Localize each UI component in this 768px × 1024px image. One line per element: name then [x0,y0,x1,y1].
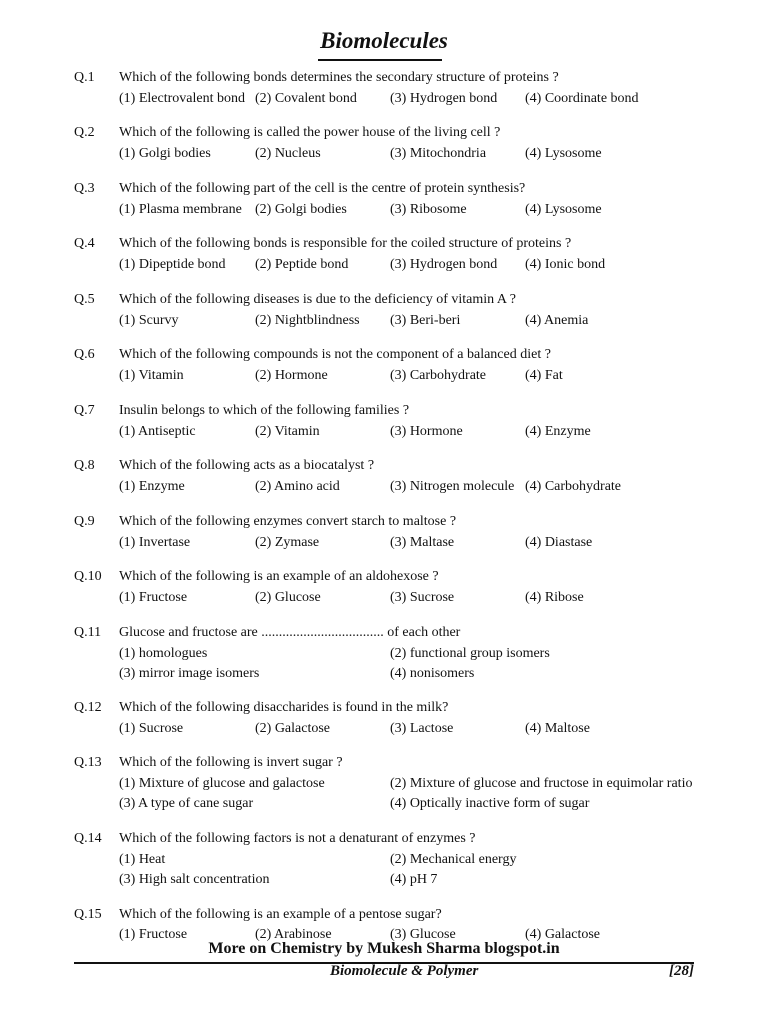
options-row [0,588,768,608]
option: (3) Sucrose [390,590,455,605]
option: (2) Nightblindness [255,313,360,328]
option: (2) Amino acid [255,479,340,494]
question-text: Which of the following part of the cell is the centre of protein synthesis? [119,181,526,196]
question-number: Q.2 [74,125,95,140]
option: (1) homologues [119,646,208,661]
question-text: Which of the following factors is not a denaturant of enzymes ? [119,831,476,846]
question-text: Which of the following enzymes convert starch to maltose ? [119,514,457,529]
option: (2) Glucose [255,590,321,605]
option: (2) Mixture of glucose and fructose in equimolar ratio [390,776,693,791]
option: (3) Lactose [390,721,454,736]
question-number: Q.11 [74,625,102,640]
option: (1) Antiseptic [119,424,196,439]
option: (3) Ribosome [390,202,467,217]
options-row [0,422,768,442]
option: (3) Nitrogen molecule [390,479,515,494]
option: (2) Vitamin [255,424,320,439]
question-number: Q.8 [74,458,95,473]
option: (4) Anemia [525,313,589,328]
option: (2) Nucleus [255,146,321,161]
option: (3) Hydrogen bond [390,257,498,272]
option: (3) Maltase [390,535,455,550]
options-row [0,200,768,220]
options-row [0,311,768,331]
question-text: Insulin belongs to which of the following families ? [119,403,410,418]
question-number: Q.14 [74,831,102,846]
options-row [0,794,768,814]
option: (1) Golgi bodies [119,146,211,161]
option: (1) Plasma membrane [119,202,242,217]
question-text: Which of the following is called the power house of the living cell ? [119,125,501,140]
options-row [0,89,768,109]
option: (4) Ionic bond [525,257,606,272]
question-text: Which of the following compounds is not the component of a balanced diet ? [119,347,551,362]
option: (1) Dipeptide bond [119,257,226,272]
option: (1) Electrovalent bond [119,91,245,106]
option: (2) Galactose [255,721,331,736]
option: (1) Enzyme [119,479,185,494]
option: (4) Fat [525,368,563,383]
option: (4) Coordinate bond [525,91,639,106]
option: (3) Mitochondria [390,146,487,161]
option: (2) Zymase [255,535,320,550]
option: (1) Sucrose [119,721,184,736]
question-number: Q.7 [74,403,95,418]
footer-promo: More on Chemistry by Mukesh Sharma blogspot.in [208,940,560,957]
question-number: Q.1 [74,70,95,85]
option: (4) Galactose [525,927,601,942]
question-number: Q.12 [74,700,102,715]
question-number: Q.13 [74,755,102,770]
question-text: Glucose and fructose are ................................... of each other [119,625,461,640]
option: (1) Vitamin [119,368,184,383]
page-title: Biomolecules [320,28,448,53]
option: (4) nonisomers [390,666,475,681]
options-row [0,644,768,664]
question-number: Q.3 [74,181,95,196]
option: (2) Golgi bodies [255,202,347,217]
question-number: Q.10 [74,569,102,584]
option: (3) Hydrogen bond [390,91,498,106]
question-text: Which of the following is an example of a pentose sugar? [119,907,442,922]
question-number: Q.5 [74,292,95,307]
options-row [0,144,768,164]
question-text: Which of the following acts as a biocatalyst ? [119,458,375,473]
option: (4) Carbohydrate [525,479,622,494]
option: (2) Peptide bond [255,257,349,272]
option: (4) Lysosome [525,146,602,161]
option: (3) Carbohydrate [390,368,487,383]
option: (1) Heat [119,852,166,867]
option: (2) functional group isomers [390,646,550,661]
option: (2) Covalent bond [255,91,357,106]
option: (4) Lysosome [525,202,602,217]
option: (1) Fructose [119,927,188,942]
option: (1) Fructose [119,590,188,605]
options-row [0,255,768,275]
option: (4) pH 7 [390,872,438,887]
question-text: Which of the following is an example of an aldohexose ? [119,569,439,584]
options-row [0,774,768,794]
option: (1) Invertase [119,535,191,550]
option: (1) Mixture of glucose and galactose [119,776,325,791]
question-number: Q.9 [74,514,95,529]
option: (3) High salt concentration [119,872,270,887]
options-row [0,719,768,739]
question-text: Which of the following bonds determines the secondary structure of proteins ? [119,70,559,85]
options-row [0,870,768,890]
question-text: Which of the following is invert sugar ? [119,755,343,770]
option: (3) Glucose [390,927,456,942]
option: (3) Hormone [390,424,463,439]
options-row [0,533,768,553]
option: (4) Ribose [525,590,584,605]
question-text: Which of the following diseases is due to the deficiency of vitamin A ? [119,292,516,307]
question-number: Q.15 [74,907,102,922]
option: (1) Scurvy [119,313,179,328]
option: (2) Hormone [255,368,328,383]
options-row [0,477,768,497]
option: (4) Diastase [525,535,593,550]
title-underline [318,59,442,61]
question-text: Which of the following disaccharides is found in the milk? [119,700,449,715]
option: (4) Enzyme [525,424,591,439]
option: (3) mirror image isomers [119,666,260,681]
question-number: Q.4 [74,236,95,251]
option: (4) Maltose [525,721,590,736]
options-row [0,366,768,386]
options-row [0,850,768,870]
option: (2) Mechanical energy [390,852,517,867]
options-row [0,664,768,684]
option: (3) Beri-beri [390,313,461,328]
option: (3) A type of cane sugar [119,796,254,811]
footer-subtitle: Biomolecule & Polymer [330,963,479,979]
question-text: Which of the following bonds is responsible for the coiled structure of proteins ? [119,236,572,251]
option: (4) Optically inactive form of sugar [390,796,590,811]
page-number: [28] [669,963,694,979]
option: (2) Arabinose [255,927,332,942]
question-number: Q.6 [74,347,95,362]
